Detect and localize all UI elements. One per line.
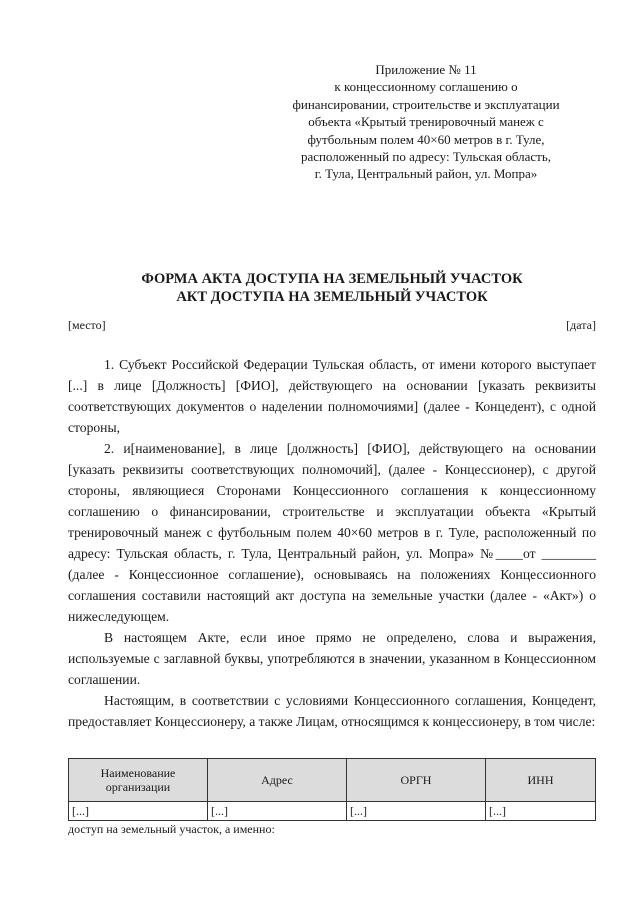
- paragraph-4: Настоящим, в соответствии с условиями Концессионного соглашения, Концедент, предоставляет Концессионеру, а также Лицам, относящимся к концессионеру, в том числе:: [68, 693, 596, 729]
- appendix-line: футбольным полем 40×60 метров в г. Туле,: [307, 131, 545, 147]
- table-row: [69, 802, 596, 821]
- table-cell: [...]: [69, 802, 208, 821]
- appendix-line: г. Тула, Центральный район, ул. Мопра»: [314, 166, 538, 182]
- paragraph-2: 2. и[наименование], в лице [должность] [ФИО], действующего на основании [указать реквизиты соответствующих полномочий], (далее - Концессионер), с другой стороны, являющиеся Сторонами Концессионного соглашения к концессионному соглашению о финансировании, строительстве и эксплуатации объекта «Крытый тренировочный манеж с футбольным полем 40×60 метров в г. Туле, расположенный по адресу: Тульская область, г. Тула, Центральный район, ул. Мопра» №____от ________ (далее - Концессионное соглашение), основываясь на положениях Концессионного соглашения составили настоящий акт доступа на земельные участки (далее - «Акт») о нижеследующем.: [68, 441, 596, 624]
- table-cell: [...]: [347, 802, 486, 821]
- date-field: [дата]: [566, 318, 596, 332]
- appendix-line: Приложение № 11: [375, 62, 477, 77]
- act-title: АКТ ДОСТУПА НА ЗЕМЕЛЬНЫЙ УЧАСТОК: [176, 289, 488, 305]
- place-field: [место]: [68, 318, 106, 332]
- table-header-row: [69, 759, 596, 802]
- header-cell-inn: ИНН: [486, 759, 596, 802]
- appendix-block: [270, 61, 582, 183]
- paragraph-1: 1. Субъект Российской Федерации Тульская область, от имени которого выступает [...] в лице [Должность] [ФИО], действующего на основании [указать реквизиты соответствующих документов о наделении полномочиями] (далее - Концедент), с одной стороны,: [68, 357, 596, 435]
- act-body: [68, 354, 596, 732]
- appendix-line: к концессионному соглашению о: [334, 79, 518, 95]
- table-cell: [...]: [208, 802, 347, 821]
- appendix-line: финансировании, строительстве и эксплуатации: [292, 96, 560, 112]
- appendix-line: объекта «Крытый тренировочный манеж с: [308, 114, 544, 130]
- form-title: ФОРМА АКТА ДОСТУПА НА ЗЕМЕЛЬНЫЙ УЧАСТОК: [141, 271, 523, 287]
- table-cell: [...]: [486, 802, 596, 821]
- organizations-table-wrap: [68, 758, 596, 821]
- organizations-table: [68, 758, 596, 821]
- after-table-text: доступ на земельный участок, а именно:: [68, 822, 275, 836]
- paragraph-3: В настоящем Акте, если иное прямо не определено, слова и выражения, используемые с заглавной буквы, употребляются в значении, указанном в Концессионном соглашении.: [68, 630, 596, 687]
- title-block: [68, 270, 596, 306]
- header-cell-address: Адрес: [208, 759, 347, 802]
- appendix-line: расположенный по адресу: Тульская область,: [300, 149, 552, 165]
- header-cell-name: Наименование организации: [69, 759, 208, 802]
- header-cell-ogrn: ОРГН: [347, 759, 486, 802]
